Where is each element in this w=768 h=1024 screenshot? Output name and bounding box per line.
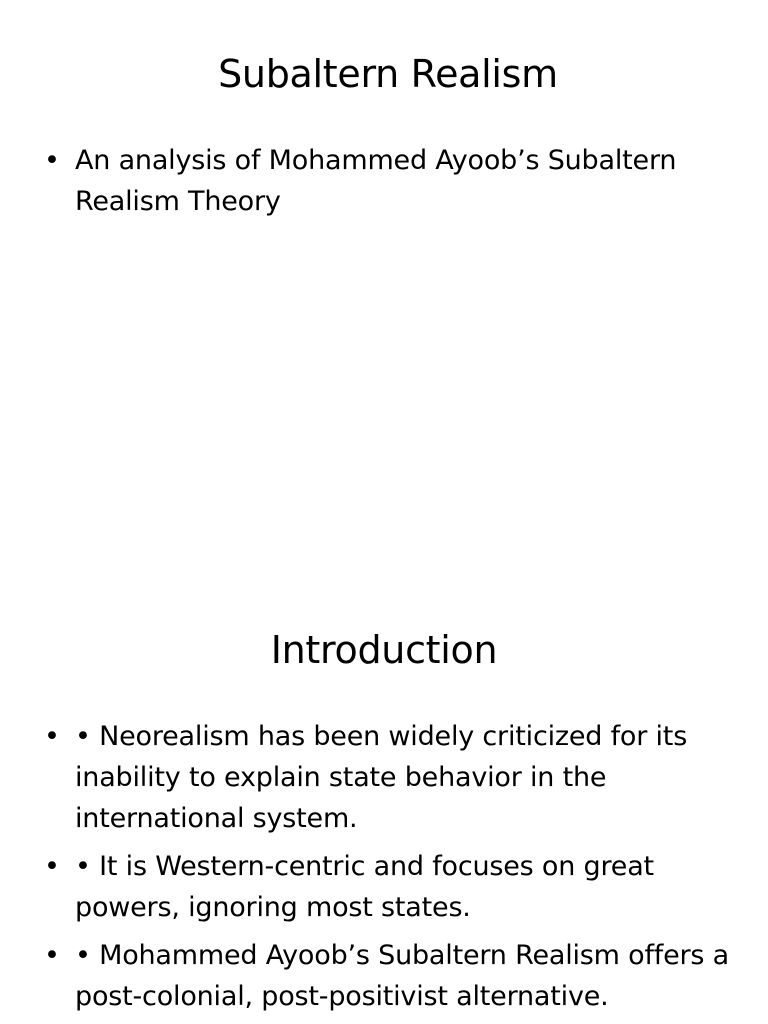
bullet-list (44, 716, 744, 1024)
bullet-item (44, 935, 744, 1017)
bullet-dot-icon: • (44, 940, 60, 971)
bullet-item (44, 140, 744, 222)
bullet-text: • Mohammed Ayoob’s Subaltern Realism offers a post-colonial, post-positivist alternative. (75, 940, 729, 1012)
bullet-list (44, 140, 744, 229)
slide-title: Subaltern Realism (218, 52, 558, 96)
slide-2 (0, 576, 768, 1024)
bullet-dot-icon: • (44, 851, 60, 882)
bullet-text: An analysis of Mohammed Ayoob’s Subaltern Realism Theory (75, 145, 677, 217)
bullet-item (44, 716, 744, 839)
bullet-text: • Neorealism has been widely criticized for its inability to explain state behavior in the international system. (75, 721, 688, 834)
bullet-item (44, 846, 744, 928)
bullet-dot-icon: • (44, 145, 60, 176)
slide-title: Introduction (270, 628, 498, 672)
bullet-text: • It is Western-centric and focuses on great powers, ignoring most states. (75, 851, 654, 923)
bullet-dot-icon: • (44, 721, 60, 752)
